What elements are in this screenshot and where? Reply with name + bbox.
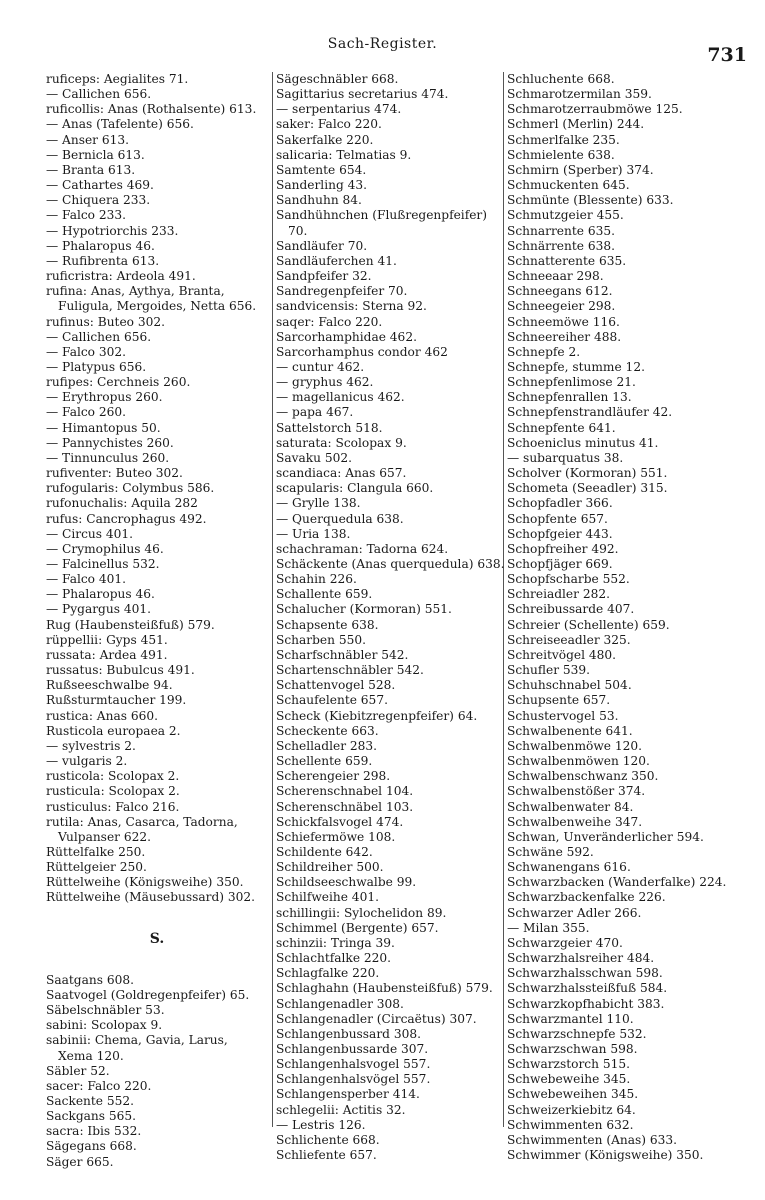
index-entry: Savaku 502.: [276, 450, 353, 465]
index-entry: Scherenschnäbel 103.: [276, 799, 414, 814]
index-entry: sacer: Falco 220.: [46, 1078, 152, 1093]
index-entry: Samtente 654.: [276, 162, 367, 177]
index-entry: Sandläufer 70.: [276, 238, 368, 253]
index-entry: Schnarrente 635.: [507, 223, 615, 238]
index-entry: rusticola: Scolopax 2.: [46, 769, 180, 784]
index-entry: Sakerfalke 220.: [276, 132, 374, 147]
index-entry: Schlangenadler (Circaëtus) 307.: [276, 1011, 477, 1026]
index-entry: — Branta 613.: [46, 162, 136, 177]
index-entry: Schäckente (Anas querquedula) 638.: [276, 557, 505, 571]
index-entry: Schmuckenten 645.: [507, 178, 630, 193]
index-entry: Schupsente 657.: [507, 693, 611, 708]
index-entry: — Uria 138.: [276, 526, 351, 541]
index-entry: russata: Ardea 491.: [46, 647, 168, 662]
index-entry: Schliefente 657.: [276, 1148, 377, 1163]
index-entry: Schoeniclus minutus 41.: [507, 435, 659, 450]
index-entry: Schluchente 668.: [507, 72, 615, 86]
index-entry: saqer: Falco 220.: [276, 314, 383, 329]
index-entry: 70.: [288, 223, 308, 238]
index-entry: — Phalaropus 46.: [46, 587, 155, 602]
index-entry: Sackente 552.: [46, 1094, 135, 1108]
index-entry: Schildente 642.: [276, 844, 373, 859]
index-entry: — Himantopus 50.: [46, 420, 161, 435]
index-entry: Schwanengans 616.: [507, 860, 631, 875]
index-entry: — Cathartes 469.: [46, 178, 154, 193]
index-entry: ruficollis: Anas (Rothalsente) 613.: [46, 102, 257, 117]
index-entry: Schmutzgeier 455.: [507, 208, 624, 223]
index-entry: rusticulus: Falco 216.: [46, 799, 180, 814]
index-entry: Schmarotzermilan 359.: [507, 87, 652, 102]
index-entry: Saatgans 608.: [46, 972, 134, 987]
index-entry: Schwarzschwan 598.: [507, 1042, 638, 1056]
index-entry: — Pygargus 401.: [46, 602, 151, 617]
index-entry: Schlangenbussarde 307.: [276, 1042, 429, 1056]
index-entry: Schlangenadler 308.: [276, 996, 404, 1011]
index-entry: Schwarzhalssteißfuß 584.: [507, 981, 668, 996]
index-entry: Sattelstorch 518.: [276, 420, 383, 435]
index-entry: Schnepfe 2.: [507, 344, 581, 359]
index-entry: Sandpfeifer 32.: [276, 269, 372, 284]
index-entry: Sägegans 668.: [46, 1139, 137, 1154]
index-entry: Schalucher (Kormoran) 551.: [276, 602, 452, 617]
index-entry: Schwarzmantel 110.: [507, 1011, 634, 1026]
index-entry: Säbler 52.: [46, 1063, 110, 1078]
index-entry: ruficeps: Aegialites 71.: [46, 72, 189, 86]
index-entry: Schwimmenten 632.: [507, 1117, 634, 1132]
index-entry: Schnatterente 635.: [507, 253, 627, 268]
running-header: Sach-Register.: [327, 36, 438, 52]
index-entry: Schattenvogel 528.: [276, 678, 396, 693]
index-entry: rufus: Cancrophagus 492.: [46, 511, 207, 526]
index-entry: Scharfschnäbler 542.: [276, 647, 409, 662]
index-entry: — cuntur 462.: [276, 359, 365, 374]
index-entry: Schickfalsvogel 474.: [276, 814, 404, 829]
index-entry: — Rufibrenta 613.: [46, 253, 160, 268]
index-entry: — Callichen 656.: [46, 87, 152, 102]
index-entry: — Anser 613.: [46, 132, 130, 147]
index-entry: Schlangensperber 414.: [276, 1087, 420, 1102]
index-entry: Fuligula, Mergoides, Netta 656.: [58, 299, 257, 314]
index-entry: rusticula: Scolopax 2.: [46, 784, 180, 799]
index-entry: rufina: Anas, Aythya, Branta,: [46, 284, 225, 299]
page-number: 731: [707, 44, 747, 66]
index-entry: Sandhuhn 84.: [276, 193, 362, 208]
index-entry: Schaufelente 657.: [276, 693, 388, 708]
index-entry: — Anas (Tafelente) 656.: [46, 117, 194, 132]
index-entry: Schapsente 638.: [276, 617, 379, 632]
index-entry: Schwarzstorch 515.: [507, 1057, 630, 1072]
index-entry: rutila: Anas, Casarca, Tadorna,: [46, 814, 238, 829]
index-entry: Scheck (Kiebitzregenpfeifer) 64.: [276, 708, 478, 723]
index-entry: — Falco 302.: [46, 344, 127, 359]
index-entry: Schwarzhalsschwan 598.: [507, 966, 663, 981]
index-entry: Scherenschnabel 104.: [276, 784, 414, 799]
index-column-1: [46, 72, 268, 1170]
index-entry: — Phalaropus 46.: [46, 238, 155, 253]
index-entry: Schartenschnäbler 542.: [276, 663, 424, 678]
index-entry: — Querquedula 638.: [276, 511, 404, 526]
index-entry: — vulgaris 2.: [46, 754, 128, 769]
index-entry: Schwarzbackenfalke 226.: [507, 890, 666, 905]
index-entry: Vulpanser 622.: [58, 829, 151, 844]
index-entry: sabini: Scolopax 9.: [46, 1018, 163, 1033]
index-entry: Schlichente 668.: [276, 1132, 380, 1147]
index-entry: — Erythropus 260.: [46, 390, 163, 405]
index-entry: Schneemöwe 116.: [507, 314, 620, 329]
index-entry: — subarquatus 38.: [507, 450, 624, 465]
index-entry: Schopfgeier 443.: [507, 526, 613, 541]
index-entry: — Falco 233.: [46, 208, 127, 223]
index-entry: Rüttelweihe (Königsweihe) 350.: [46, 875, 244, 890]
index-entry: — Falco 401.: [46, 572, 127, 587]
index-entry: rüppellii: Gyps 451.: [46, 632, 168, 647]
index-entry: Rug (Haubensteißfuß) 579.: [46, 617, 215, 632]
index-entry: Schmielente 638.: [507, 147, 615, 162]
index-entry: — Tinnunculus 260.: [46, 450, 170, 465]
index-entry: Schneeaar 298.: [507, 269, 604, 284]
index-entry: schinzii: Tringa 39.: [276, 935, 395, 950]
index-entry: Schopfadler 366.: [507, 496, 613, 511]
index-entry: Schnepfenstrandläufer 42.: [507, 405, 673, 420]
index-entry: Schwalbenmöwe 120.: [507, 738, 643, 753]
index-entry: Schwarzgeier 470.: [507, 935, 623, 950]
index-entry: Rüttelfalke 250.: [46, 844, 146, 859]
index-entry: — Pannychistes 260.: [46, 435, 174, 450]
index-entry: — Falco 260.: [46, 405, 127, 420]
index-entry: — Bernicla 613.: [46, 147, 145, 162]
index-entry: Schellente 659.: [276, 754, 373, 769]
index-entry: Schilfweihe 401.: [276, 890, 379, 905]
index-entry: Schmirn (Sperber) 374.: [507, 162, 654, 177]
index-entry: Schuhschnabel 504.: [507, 678, 632, 693]
index-entry: Schlangenhalsvögel 557.: [276, 1072, 431, 1087]
index-entry: Schreitvögel 480.: [507, 647, 617, 662]
index-entry: Schwan, Unveränderlicher 594.: [507, 829, 704, 844]
index-entry: — papa 467.: [276, 405, 354, 420]
index-entry: Schwäne 592.: [507, 844, 594, 859]
index-entry: Schmarotzerraubmöwe 125.: [507, 102, 683, 117]
index-entry: Säger 665.: [46, 1154, 114, 1169]
index-entry: Schelladler 283.: [276, 738, 378, 753]
index-entry: rufogularis: Colymbus 586.: [46, 481, 215, 496]
index-entry: Schmerlfalke 235.: [507, 132, 620, 147]
index-entry: Schwarzschnepfe 532.: [507, 1026, 647, 1041]
index-entry: Schopfreiher 492.: [507, 541, 619, 556]
index-entry: — Crymophilus 46.: [46, 541, 164, 556]
index-entry: russatus: Bubulcus 491.: [46, 663, 195, 678]
index-entry: Schildseeschwalbe 99.: [276, 875, 417, 890]
index-entry: sacra: Ibis 532.: [46, 1124, 142, 1139]
index-entry: Schreiseeadler 325.: [507, 632, 631, 647]
index-entry: Schiefermöwe 108.: [276, 829, 396, 844]
index-entry: Schwalbenmöwen 120.: [507, 754, 650, 769]
index-entry: Schlaghahn (Haubensteißfuß) 579.: [276, 981, 493, 996]
index-entry: Rußseeschwalbe 94.: [46, 678, 173, 693]
index-entry: Schallente 659.: [276, 587, 373, 602]
index-entry: Schnepfenlimose 21.: [507, 375, 636, 390]
index-entry: Schlangenbussard 308.: [276, 1026, 421, 1041]
index-entry: — serpentarius 474.: [276, 102, 402, 117]
index-entry: — Milan 355.: [507, 920, 590, 935]
index-entry: Sägeschnäbler 668.: [276, 72, 399, 86]
index-entry: Schneegeier 298.: [507, 299, 616, 314]
index-entry: — Hypotriorchis 233.: [46, 223, 179, 238]
index-entry: Schimmel (Bergente) 657.: [276, 920, 439, 935]
index-entry: — Chiquera 233.: [46, 193, 151, 208]
index-entry: Schwimmenten (Anas) 633.: [507, 1132, 678, 1147]
index-entry: Schlangenhalsvogel 557.: [276, 1057, 431, 1072]
index-entry: rufinus: Buteo 302.: [46, 314, 166, 329]
index-entry: Xema 120.: [58, 1048, 124, 1063]
index-entry: Rußsturmtaucher 199.: [46, 693, 187, 708]
index-entry: schillingii: Sylochelidon 89.: [276, 905, 447, 920]
index-entry: scandiaca: Anas 657.: [276, 466, 407, 481]
index-entry: Schreibussarde 407.: [507, 602, 635, 617]
index-entry: Rüttelweihe (Mäusebussard) 302.: [46, 890, 256, 905]
index-entry: Schwarzer Adler 266.: [507, 905, 642, 920]
index-entry: schlegelii: Actitis 32.: [276, 1102, 406, 1117]
index-entry: Scholver (Kormoran) 551.: [507, 466, 668, 481]
index-entry: rufipes: Cerchneis 260.: [46, 375, 191, 390]
index-entry: sabinii: Chema, Gavia, Larus,: [46, 1033, 228, 1048]
index-entry: Sarcorhamphidae 462.: [276, 329, 417, 344]
index-entry: saker: Falco 220.: [276, 117, 382, 132]
index-entry: Schufler 539.: [507, 663, 591, 678]
index-entry: scapularis: Clangula 660.: [276, 481, 434, 496]
index-entry: sandvicensis: Sterna 92.: [276, 299, 427, 314]
index-entry: Schopfscharbe 552.: [507, 572, 630, 587]
index-entry: Schweizerkiebitz 64.: [507, 1102, 636, 1117]
index-entry: Sandhühnchen (Flußregenpfeifer): [276, 208, 488, 223]
index-entry: Schopfjäger 669.: [507, 557, 613, 571]
index-entry: Sarcorhamphus condor 462: [276, 344, 448, 359]
index-entry: Scharben 550.: [276, 632, 366, 647]
index-entry: Schwalbenente 641.: [507, 723, 633, 738]
index-entry: Schustervogel 53.: [507, 708, 619, 723]
index-entry: Schneegans 612.: [507, 284, 613, 299]
index-entry: — Callichen 656.: [46, 329, 152, 344]
section-letter: S.: [149, 930, 165, 947]
index-entry: Schmünte (Blessente) 633.: [507, 193, 674, 208]
index-entry: Schwimmer (Königsweihe) 350.: [507, 1148, 704, 1163]
index-entry: Schwalbenstößer 374.: [507, 784, 646, 799]
index-entry: Schreier (Schellente) 659.: [507, 617, 670, 632]
index-entry: Schildreiher 500.: [276, 860, 384, 875]
index-entry: Scheckente 663.: [276, 723, 379, 738]
index-entry: Sandläuferchen 41.: [276, 253, 397, 268]
index-entry: Schometa (Seeadler) 315.: [507, 481, 668, 496]
index-entry: rufiventer: Buteo 302.: [46, 466, 183, 481]
index-entry: Schwarzkopfhabicht 383.: [507, 996, 665, 1011]
index-entry: Scherengeier 298.: [276, 769, 391, 784]
index-entry: Rusticola europaea 2.: [46, 723, 181, 738]
index-column-3: [507, 72, 759, 1163]
index-entry: rufonuchalis: Aquila 282: [46, 496, 198, 511]
index-entry: Schmerl (Merlin) 244.: [507, 117, 645, 132]
index-entry: — magellanicus 462.: [276, 390, 405, 405]
index-entry: — Falcinellus 532.: [46, 557, 160, 571]
index-entry: Schwebeweihen 345.: [507, 1087, 639, 1102]
index-entry: — Platypus 656.: [46, 359, 147, 374]
index-entry: schachraman: Tadorna 624.: [276, 541, 449, 556]
index-entry: Sackgans 565.: [46, 1109, 137, 1124]
index-entry: Schwalbenweihe 347.: [507, 814, 643, 829]
index-entry: Schnärrente 638.: [507, 238, 615, 253]
index-entry: Schnepfenrallen 13.: [507, 390, 632, 405]
index-entry: Rüttelgeier 250.: [46, 860, 147, 875]
index-entry: Schopfente 657.: [507, 511, 608, 526]
index-entry: rustica: Anas 660.: [46, 708, 158, 723]
index-entry: saturata: Scolopax 9.: [276, 435, 407, 450]
index-entry: ruficristra: Ardeola 491.: [46, 269, 196, 284]
index-entry: — sylvestris 2.: [46, 738, 136, 753]
column-divider: [272, 72, 273, 1127]
index-entry: — Lestris 126.: [276, 1117, 366, 1132]
index-entry: salicaria: Telmatias 9.: [276, 147, 412, 162]
index-entry: Sagittarius secretarius 474.: [276, 87, 449, 102]
index-entry: Schwalbenwater 84.: [507, 799, 634, 814]
index-entry: Schlagfalke 220.: [276, 966, 380, 981]
index-entry: Schnepfe, stumme 12.: [507, 359, 645, 374]
index-entry: Schwarzbacken (Wanderfalke) 224.: [507, 875, 727, 890]
index-entry: — Circus 401.: [46, 526, 134, 541]
index-entry: Schwalbenschwanz 350.: [507, 769, 659, 784]
index-entry: Sandregenpfeifer 70.: [276, 284, 408, 299]
index-entry: Schwarzhalsreiher 484.: [507, 951, 655, 966]
index-entry: Sanderling 43.: [276, 178, 368, 193]
index-entry: Schwebeweihe 345.: [507, 1072, 631, 1087]
index-entry: Schneereiher 488.: [507, 329, 622, 344]
index-entry: Schreiadler 282.: [507, 587, 610, 602]
index-entry: Säbelschnäbler 53.: [46, 1003, 165, 1018]
index-entry: Saatvogel (Goldregenpfeifer) 65.: [46, 987, 250, 1002]
index-column-2: [276, 72, 504, 1163]
index-entry: Schahin 226.: [276, 572, 357, 587]
index-entry: Schlachtfalke 220.: [276, 951, 392, 966]
index-entry: — Grylle 138.: [276, 496, 361, 511]
index-entry: Schnepfente 641.: [507, 420, 616, 435]
index-entry: — gryphus 462.: [276, 375, 374, 390]
